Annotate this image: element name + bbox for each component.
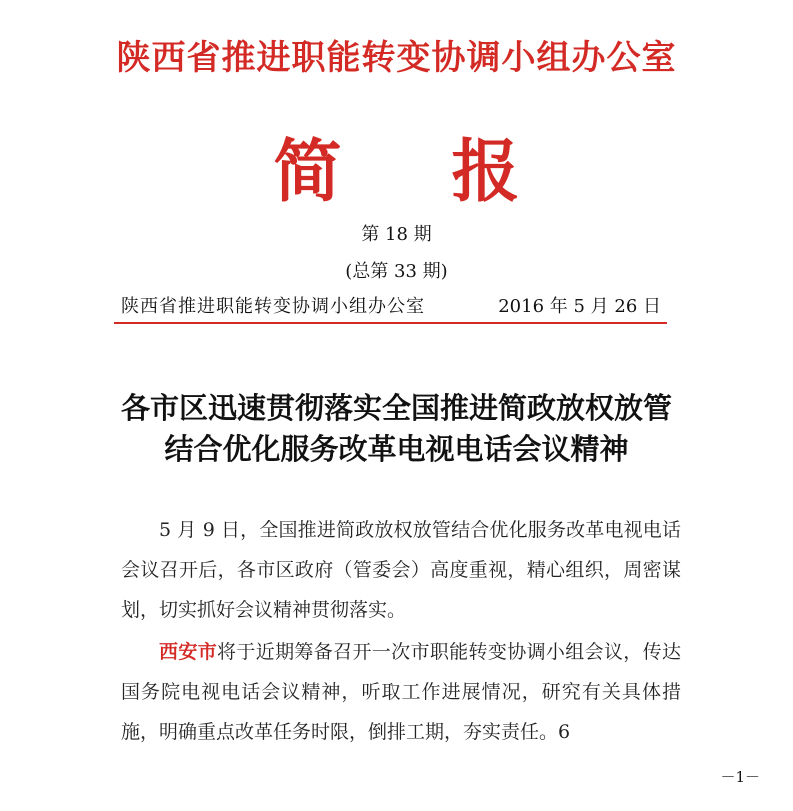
header-divider [114,322,667,324]
issuer-header: 陕西省推进职能转变协调小组办公室 [116,38,677,78]
article-title-line-1: 各市区迅速贯彻落实全国推进简政放权放管 [120,391,672,425]
total-issue-number: (总第 33 期) [345,261,448,282]
document-type-title: 简报 [273,132,630,212]
paragraph-2 [121,632,681,752]
page-number: －1－ [720,768,760,786]
article-title [0,388,793,470]
article-body [121,510,681,754]
article-title-line-2: 结合优化服务改革电视电话会议精神 [164,432,629,466]
paragraph-2-text: 将于近期筹备召开一次市职能转变协调小组会议，传达国务院电视电话会议精神，听取工作进展情况，研究有关具体措施，明确重点改革任务时限，倒排工期，夯实责任。6 [121,641,681,743]
issuing-organization: 陕西省推进职能转变协调小组办公室 [121,296,425,317]
issue-number: 第 18 期 [361,224,432,245]
city-name-xian: 西安市 [159,641,218,663]
paragraph-1: 5 月 9 日，全国推进简政放权放管结合优化服务改革电视电话会议召开后，各市区政府（管委会）高度重视，精心组织，周密谋划，切实抓好会议精神贯彻落实。 [121,519,681,621]
issue-date: 2016 年 5 月 26 日 [498,296,661,317]
